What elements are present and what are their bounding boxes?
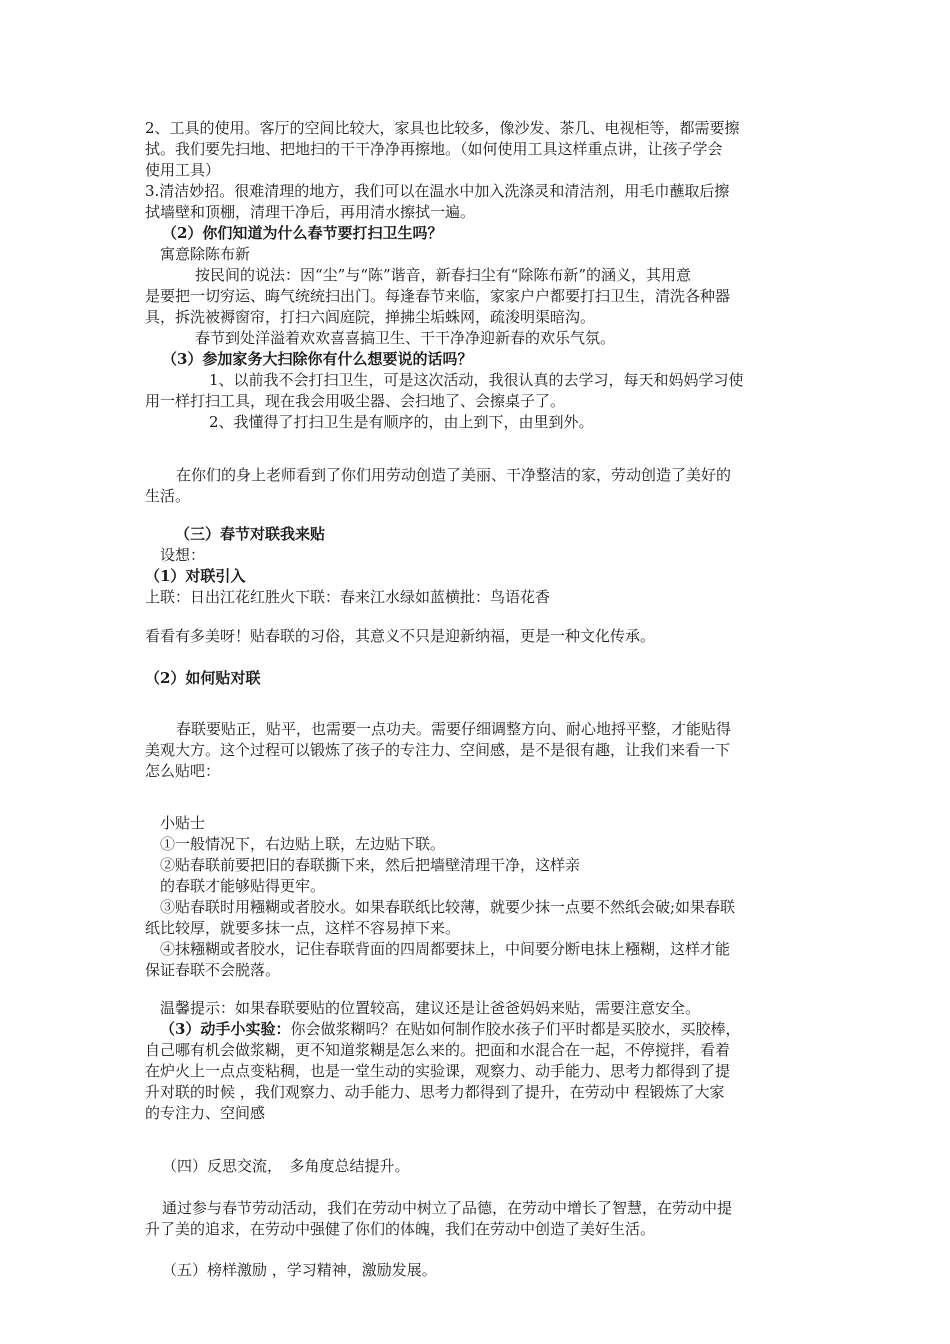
tip-2-line-2: 的春联才能够贴得更牢。 (160, 877, 326, 895)
tools-paragraph-line-1: 2、工具的使用。客厅的空间比较大，家具也比较多，像沙发、茶几、电视柜等，都需要擦 (145, 119, 740, 137)
experiment-line-1 (160, 1018, 740, 1040)
cleaning-tips-line-2: 拭墙壁和顶棚，清理干净后，再用清水擦拭一遍。 (145, 203, 476, 221)
tip-1: ①一般情况下，右边贴上联，左边贴下联。 (160, 835, 446, 853)
tools-paragraph-line-2: 拭。我们要先扫地、把地扫的干干净净再擦地。（如何使用工具这样重点讲，让孩子学会 (145, 140, 723, 158)
reflection-2: 2、我懂得了打扫卫生是有顺序的，由上到下，由里到外。 (209, 413, 594, 431)
experiment-heading: （3）动手小实验： (160, 1020, 291, 1038)
folk-saying-line-1: 按民间的说法：因“尘”与“陈”谐音，新春扫尘有“除陈布新”的涵义，其用意 (195, 266, 692, 284)
idea-label: 设想： (160, 546, 206, 564)
tip-2-line-1: ②贴春联前要把旧的春联撕下来，然后把墙壁清理干净，这样亲 (160, 856, 581, 874)
folk-saying-line-2: 是要把一切穷运、晦气统统扫出门。每逢春节来临，家家户户都要打扫卫生，清洗各种器 (145, 287, 731, 305)
teacher-comment-line-1: 在你们的身上老师看到了你们用劳动创造了美丽、干净整洁的家，劳动创造了美好的 (176, 466, 732, 484)
tip-4-line-1: ④抹糨糊或者胶水，记住春联背面的四周都要抹上，中间要分断电抹上糨糊，这样才能 (160, 940, 731, 958)
folk-saying-line-3: 具，拆洗被褥窗帘，打扫六闾庭院，掸拂尘垢蛛网，疏浚明渠暗沟。 (145, 308, 596, 326)
cleaning-tips-line-1: 3.清洁妙招。很难清理的地方，我们可以在温水中加入洗涤灵和清洁剂，用毛巾蘸取后擦 (145, 182, 730, 200)
section-5-heading: （五）榜样激励 ，学习精神，激励发展。 (162, 1261, 437, 1279)
tools-paragraph-line-3: 使用工具） (145, 161, 221, 179)
tip-4-line-2: 保证春联不会脱落。 (145, 961, 281, 979)
how-to-paste-line-1: 春联要贴正，贴平，也需要一点功夫。需要仔细调整方向、耐心地捋平整，才能贴得 (176, 720, 732, 738)
experiment-line-3: 在炉火上一点点变粘稠，也是一堂生动的实验课，观察力、动手能力、思考力都得到了提 (145, 1062, 731, 1080)
experiment-line-5: 的专注力、空间感 (145, 1104, 266, 1122)
question-2-answer: 寓意除陈布新 (160, 245, 251, 263)
section-3-heading: （三）春节对联我来贴 (175, 525, 326, 543)
experiment-line-2: 自己哪有机会做浆糊，更不知道浆糊是怎么来的。把面和水混合在一起，不停搅拌，看着 (145, 1041, 731, 1059)
question-2-heading: （2）你们知道为什么春节要打扫卫生吗？ (162, 224, 443, 242)
how-to-paste-heading: （2）如何贴对联 (145, 669, 261, 687)
how-to-paste-line-2: 美观大方。这个过程可以锻炼了孩子的专注力、空间感，是不是很有趣，让我们来看一下 (145, 741, 731, 759)
festival-atmosphere-line: 春节到处洋溢着欢欢喜喜搞卫生、干干净净迎新春的欢乐气氛。 (195, 329, 616, 347)
couplet-intro-heading: （1）对联引入 (145, 567, 246, 585)
couplet-meaning: 看看有多美呀！贴春联的习俗，其意义不只是迎新纳福，更是一种文化传承。 (145, 627, 656, 645)
experiment-line-4: 升对联的时候 ，我们观察力、动手能力、思考力都得到了提升，在劳动中 程锻炼了大家 (145, 1083, 725, 1101)
reflection-1-line-1: 1、以前我不会打扫卫生，可是这次活动，我很认真的去学习，每天和妈妈学习使 (209, 371, 744, 389)
summary-line-2: 升了美的追求，在劳动中强健了你们的体魄，我们在劳动中创造了美好生活。 (145, 1220, 656, 1238)
tip-3-line-1: ③贴春联时用糨糊或者胶水。如果春联纸比较薄，就要少抹一点要不然纸会破;如果春联 (160, 898, 736, 916)
section-4-heading: （四）反思交流， 多角度总结提升。 (162, 1157, 410, 1175)
tips-title: 小贴士 (160, 814, 206, 832)
teacher-comment-line-2: 生活。 (145, 487, 191, 505)
question-3-heading: （3）参加家务大扫除你有什么想要说的话吗？ (162, 350, 473, 368)
warm-tip: 温馨提示：如果春联要贴的位置较高，建议还是让爸爸妈妈来贴，需要注意安全。 (160, 999, 701, 1017)
how-to-paste-line-3: 怎么贴吧： (145, 762, 221, 780)
tip-3-line-2: 纸比较厚，就要多抹一点，这样不容易掉下来。 (145, 919, 461, 937)
reflection-1-line-2: 用一样打扫工具，现在我会用吸尘器、会扫地了、会擦桌子了。 (145, 392, 566, 410)
couplet-text: 上联：日出江花红胜火下联：春来江水绿如蓝横批：鸟语花香 (145, 588, 551, 606)
experiment-text: 你会做浆糊吗？在贴如何制作胶水孩子们平时都是买胶水，买胶棒， (290, 1020, 741, 1038)
summary-line-1: 通过参与春节劳动活动，我们在劳动中树立了品德，在劳动中增长了智慧，在劳动中提 (162, 1199, 733, 1217)
